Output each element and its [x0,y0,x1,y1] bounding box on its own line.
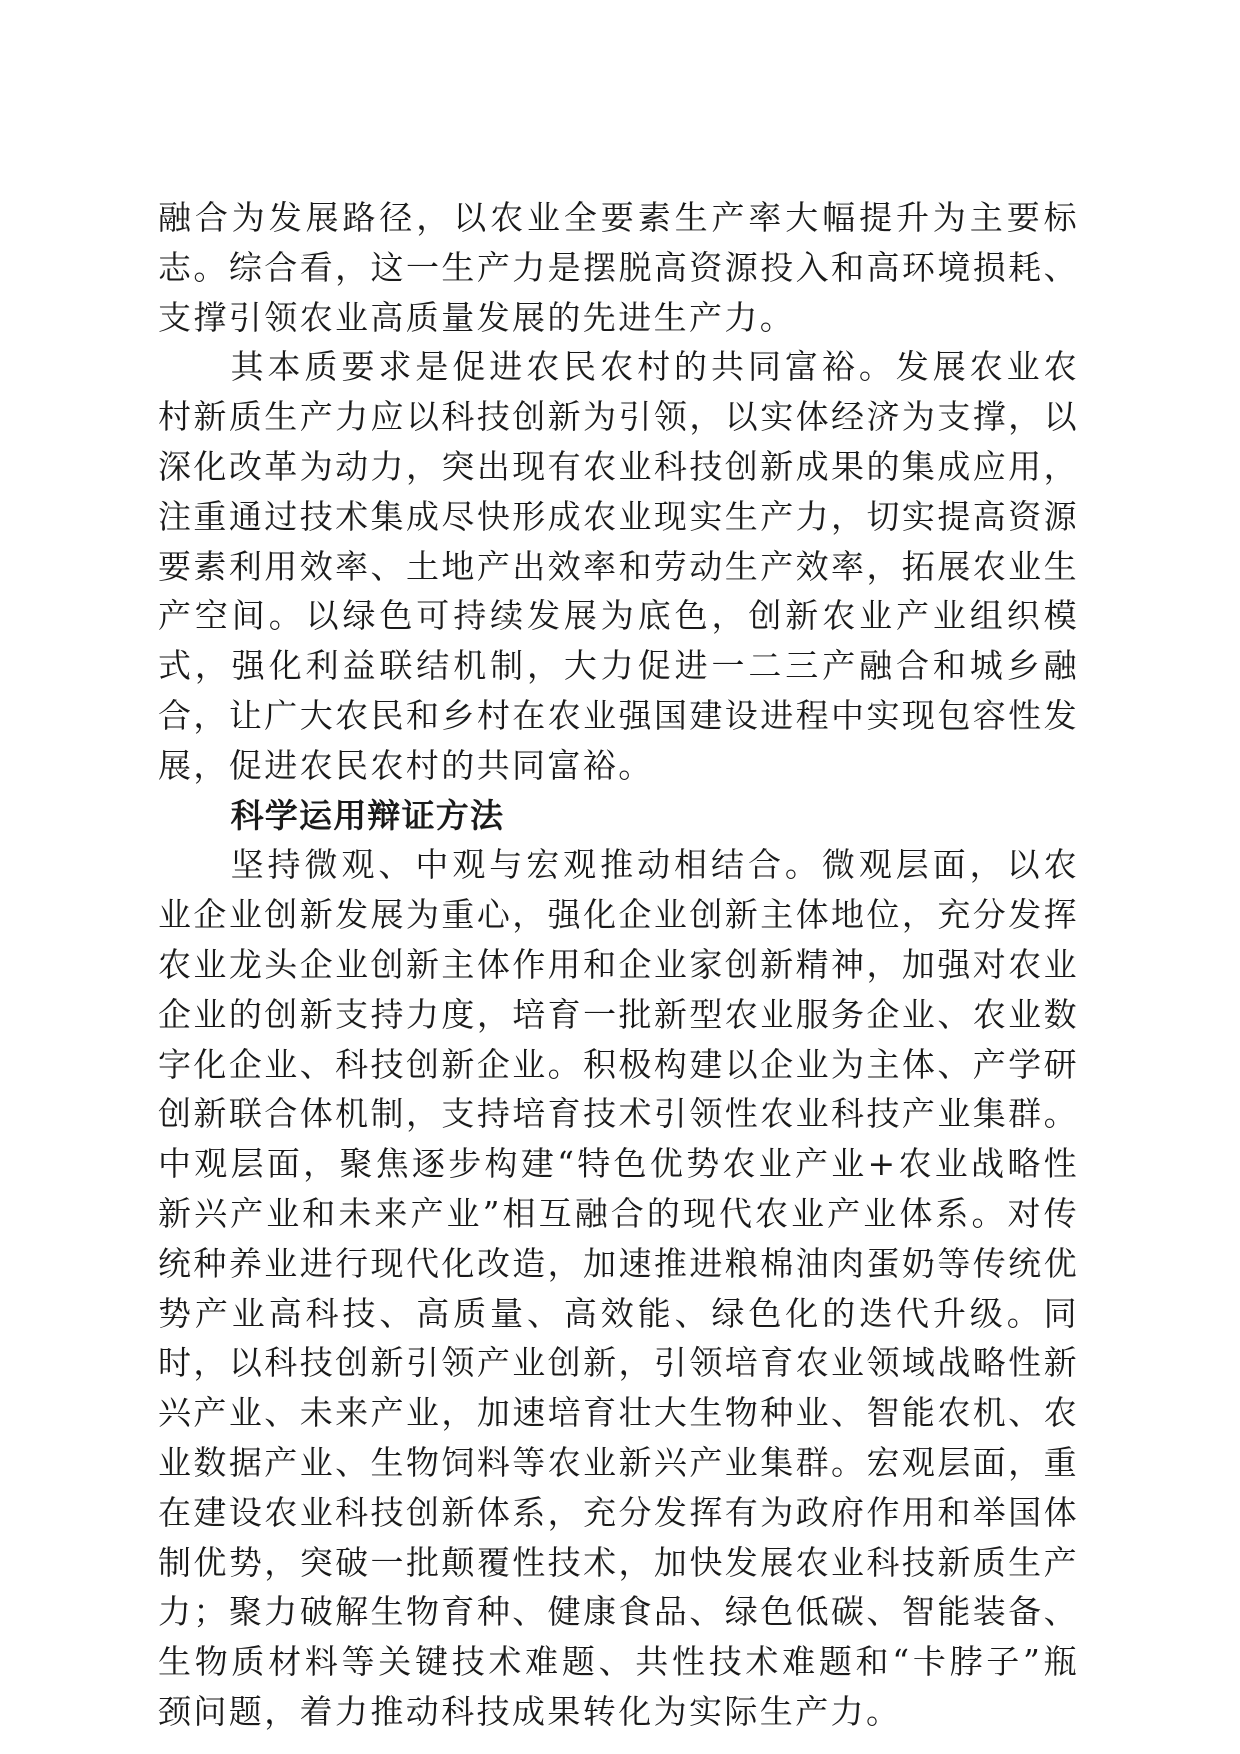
section-heading: 科学运用辩证方法 [230,795,505,835]
article-body [158,193,1079,1737]
paragraph-micro-meso-macro: 坚持微观、中观与宏观推动相结合。微观层面，以农业企业创新发展为重心，强化企业创新主体地位，充分发挥农业龙头企业创新主体作用和企业家创新精神，加强对农业企业的创新支持力度，培育一批新型农业服务企业、农业数字化企业、科技创新企业。积极构建以企业为主体、产学研创新联合体机制，支持培育技术引领性农业科技产业集群。中观层面，聚焦逐步构建“特色优势农业产业+农业战略性新兴产业和未来产业”相互融合的现代农业产业体系。对传统种养业进行现代化改造，加速推进粮棉油肉蛋奶等传统优势产业高科技、高质量、高效能、绿色化的迭代升级。同时，以科技创新引领产业创新，引领培育农业领域战略性新兴产业、未来产业，加速培育壮大生物种业、智能农机、农业数据产业、生物饲料等农业新兴产业集群。宏观层面，重在建设农业科技创新体系，充分发挥有为政府作用和举国体制优势，突破一批颠覆性技术，加快发展农业科技新质生产力；聚力破解生物育种、健康食品、绿色低碳、智能装备、生物质材料等关键技术难题、共性技术难题和“卡脖子”瓶颈问题，着力推动科技成果转化为实际生产力。 [158,845,1079,1731]
paragraph-common-prosperity: 其本质要求是促进农民农村的共同富裕。发展农业农村新质生产力应以科技创新为引领，以实体经济为支撑，以深化改革为动力，突出现有农业科技创新成果的集成应用，注重通过技术集成尽快形成农业现实生产力，切实提高资源要素利用效率、土地产出效率和劳动生产效率，拓展农业生产空间。以绿色可持续发展为底色，创新农业产业组织模式，强化利益联结机制，大力促进一二三产融合和城乡融合，让广大农民和乡村在农业强国建设进程中实现包容性发展，促进农民农村的共同富裕。 [158,347,1079,785]
paragraph-continuation: 融合为发展路径，以农业全要素生产率大幅提升为主要标志。综合看，这一生产力是摆脱高资源投入和高环境损耗、支撑引领农业高质量发展的先进生产力。 [158,198,1079,337]
